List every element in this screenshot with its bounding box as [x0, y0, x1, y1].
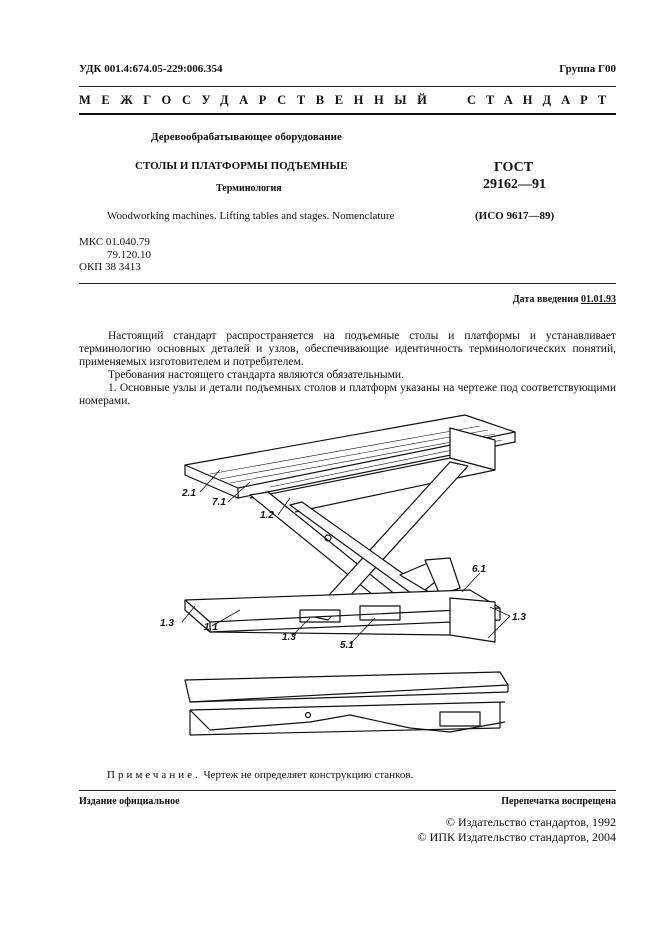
intro-date	[513, 294, 616, 305]
callout-2-1: 2.1	[182, 488, 196, 499]
paragraph-items: 1. Основные узлы и детали подъемных столов и платформ указаны на чертеже под соответствующими номерами.	[79, 382, 616, 407]
note-label: Примечание.	[107, 769, 201, 781]
intro-date-label: Дата введения	[512, 294, 579, 305]
paragraph-scope: Настоящий стандарт распространяется на подъемные столы и платформы и устанавливает терминологию основных деталей и узлов, обеспечивающие идентичность терминологических понятий, применяемых изготовителем и потребителем.	[79, 330, 616, 368]
standard-title: СТОЛЫ И ПЛАТФОРМЫ ПОДЪЕМНЫЕ	[135, 160, 348, 172]
udk-code: УДК 001.4:674.05-229:006.354	[79, 63, 223, 75]
callout-1-3-right: 1.3	[512, 612, 526, 623]
official-edition: Издание официальное	[79, 796, 180, 807]
callout-1-3-left: 1.3	[160, 618, 174, 629]
top-rule	[79, 86, 616, 87]
callout-5-1: 5.1	[340, 640, 354, 651]
callout-1-3-mid: 1.3	[282, 632, 296, 643]
standard-subtitle: Терминология	[216, 183, 282, 194]
gost-number: 29162—91	[483, 177, 546, 192]
footer-rule	[79, 790, 616, 791]
iso-reference: (ИСО 9617—89)	[475, 210, 555, 222]
category-title: Деревообрабатывающее оборудование	[151, 131, 342, 143]
callout-7-1: 7.1	[212, 497, 226, 508]
group-code: Группа Г00	[559, 63, 616, 75]
gost-label: ГОСТ	[494, 160, 534, 175]
codes-rule	[79, 283, 616, 284]
banner-interstate: МЕЖГОСУДАРСТВЕННЫЙ	[79, 93, 438, 107]
callout-6-1: 6.1	[472, 564, 486, 575]
figure-note	[107, 769, 413, 781]
banner-rule	[79, 113, 616, 115]
mks-code: МКС 01.040.79	[79, 236, 150, 248]
mks-code-2: 79.120.10	[107, 249, 151, 261]
paragraph-mandatory: Требования настоящего стандарта являются обязательными.	[108, 369, 404, 381]
note-text: Чертеж не определяет конструкцию станков.	[203, 769, 414, 781]
callout-1-2: 1.2	[260, 510, 274, 521]
okp-code: ОКП 38 3413	[79, 261, 141, 273]
english-title: Woodworking machines. Lifting tables and stages. Nomenclature	[107, 210, 395, 222]
banner-standard: СТАНДАРТ	[467, 93, 617, 107]
lifting-table-drawing	[150, 410, 550, 755]
callout-1-1: 1.1	[204, 622, 218, 633]
reprint-prohibited: Перепечатка воспрещена	[501, 796, 616, 807]
copyright-1992: © Издательство стандартов, 1992	[445, 815, 616, 829]
intro-date-value: 01.01.93	[581, 294, 616, 305]
body-text	[79, 330, 616, 408]
copyright-2004: © ИПК Издательство стандартов, 2004	[417, 830, 616, 844]
